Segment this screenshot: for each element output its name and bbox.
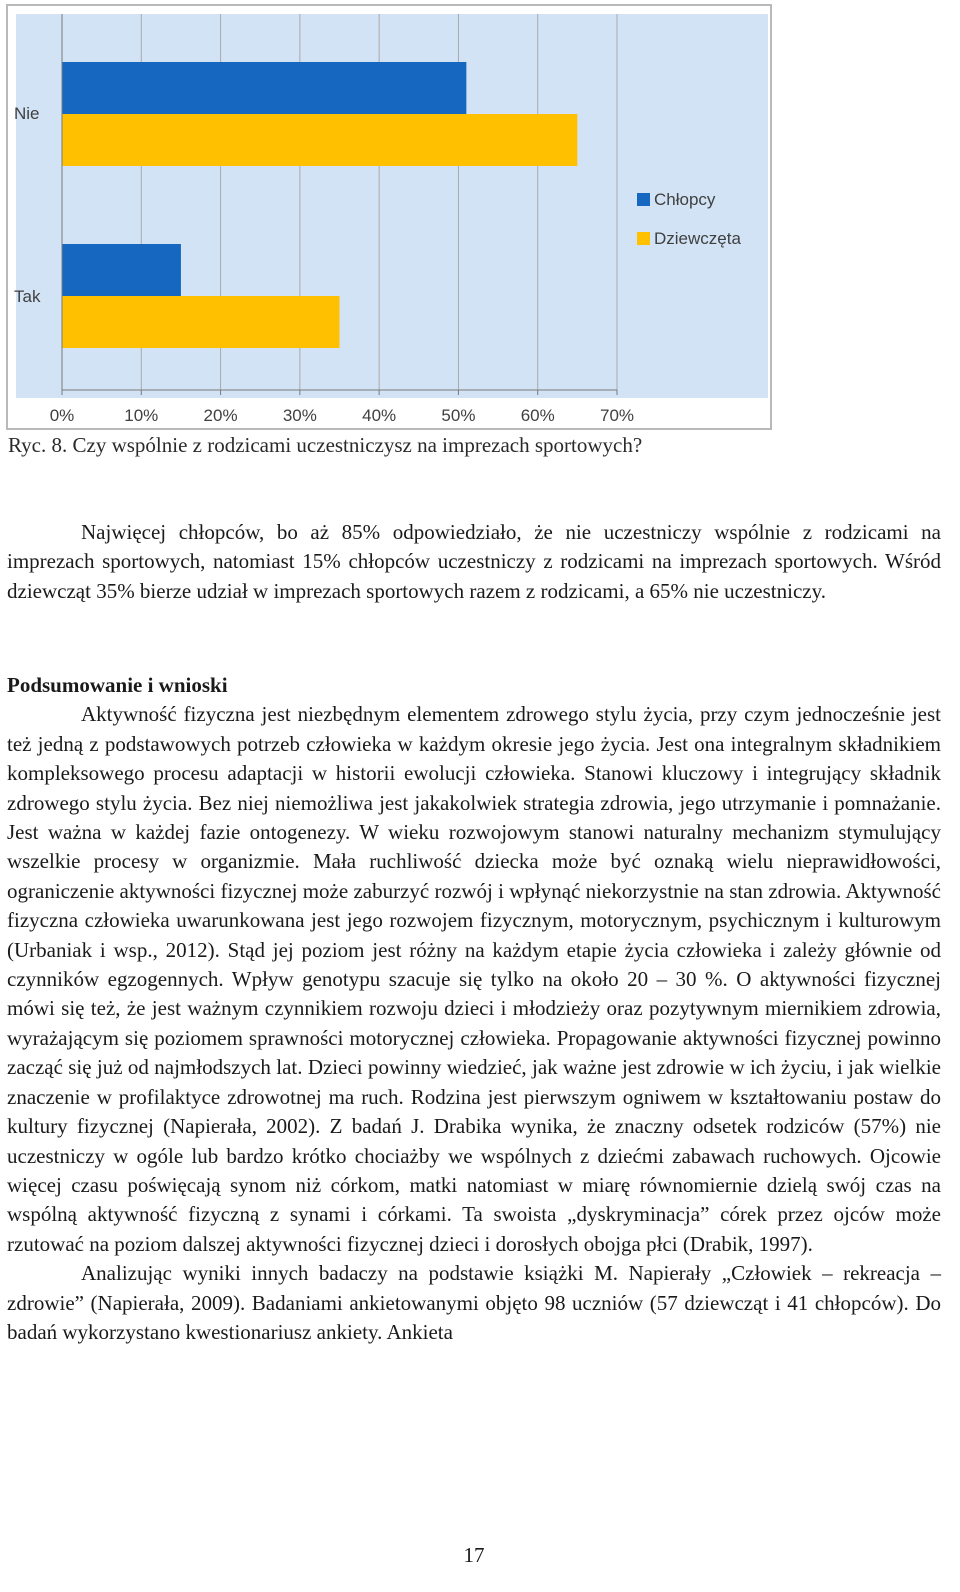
x-tick-label: 70% xyxy=(599,406,635,425)
x-tick-label: 10% xyxy=(124,406,159,425)
category-label: Tak xyxy=(14,287,41,306)
category-label: Nie xyxy=(14,104,40,123)
legend-swatch xyxy=(637,232,650,245)
x-tick-label: 60% xyxy=(520,406,555,425)
bar xyxy=(62,114,577,166)
x-tick-label: 0% xyxy=(49,406,75,425)
bar xyxy=(62,296,340,348)
x-tick-label: 20% xyxy=(203,406,238,425)
legend-swatch xyxy=(637,193,650,206)
legend-label: Dziewczęta xyxy=(654,229,741,248)
bar-chart xyxy=(8,6,770,428)
analysis-paragraph: Analizując wyniki innych badaczy na podstawie książki M. Napierały „Człowiek – rekreacja – zdrowie” (Napierała, 2009). Badaniami ankietowanymi objęto 98 uczniów (57 dziewcząt i 41 chłopców). Do badań wykorzystano kwestionariusz ankiety. Ankieta xyxy=(7,1261,941,1344)
bar xyxy=(62,244,181,296)
summary-section xyxy=(7,671,941,1347)
x-tick-label: 50% xyxy=(441,406,476,425)
chart-frame xyxy=(6,4,772,430)
figure-caption: Ryc. 8. Czy wspólnie z rodzicami uczestniczysz na imprezach sportowych? xyxy=(8,433,643,457)
summary-paragraph: Aktywność fizyczna jest niezbędnym elementem zdrowego stylu życia, przy czym jednocześnie jest też jedną z podstawowych potrzeb człowieka w każdym okresie jego życia. Jest ona integralnym składnikiem kompleksowego procesu adaptacji w historii ewolucji człowieka. Stanowi kluczowy i integrujący składnik zdrowego stylu życia. Bez niej niemożliwa jest jakakolwiek strategia zdrowia, jego utrzymanie i pomnażanie. Jest ważna w każdej fazie ontogenezy. W wieku rozwojowym stanowi naturalny mechanizm stymulujący wszelkie procesy w organizmie. Mała ruchliwość dziecka może być oznaką wielu nieprawidłowości, ograniczenie aktywności fizycznej może zaburzyć rozwój i wpłynąć niekorzystnie na stan zdrowia. Aktywność fizyczna człowieka uwarunkowana jest jego rozwojem fizycznym, motorycznym, psychicznym i kulturowym (Urbaniak i wsp., 2012). Stąd jej poziom jest różny na każdym etapie życia człowieka i zależy głównie od czynników egzogennych. Wpływ genotypu szacuje się tylko na około 20 – 30 %. O aktywności fizycznej mówi się też, że jest ważnym czynnikiem rozwoju dzieci i młodzieży oraz pozytywnym miernikiem zdrowia, wyrażającym się poziomem sprawności motorycznej człowieka. Propagowanie aktywności fizycznej powinno zacząć się już od najmłodszych lat. Dzieci powinny wiedzieć, jak ważne jest zdrowie w ich życiu, i jak wielkie znaczenie w profilaktyce zdrowotnej ma ruch. Rodzina jest pierwszym ogniwem w kształtowaniu postaw do kultury fizycznej (Napierała, 2002). Z badań J. Drabika wynika, że znaczny odsetek rodziców (57%) nie uczestniczy w ogóle lub bardzo krótko chociażby we wspólnych z dziećmi zabawach ruchowych. Ojcowie więcej czasu poświęcają synom niż córkom, matki natomiast w miarę równomiernie dzielą swój czas na wspólną aktywność fizyczną z synami i córkami. Ta swoista „dyskryminacja” córek przez ojców może rzutować na poziom dalszej aktywności fizycznej dzieci i dorosłych obojga płci (Drabik, 1997). xyxy=(7,702,941,1256)
results-paragraph: Najwięcej chłopców, bo aż 85% odpowiedziało, że nie uczestniczy wspólnie z rodzicami na imprezach sportowych, natomiast 15% chłopców uczestniczy z rodzicami na imprezach sportowych. Wśród dziewcząt 35% bierze udział w imprezach sportowych razem z rodzicami, a 65% nie uczestniczy. xyxy=(7,520,941,603)
results-paragraph-block xyxy=(7,518,941,606)
section-heading: Podsumowanie i wnioski xyxy=(7,673,228,697)
x-tick-label: 30% xyxy=(282,406,317,425)
x-tick-label: 40% xyxy=(362,406,397,425)
bar xyxy=(62,62,466,114)
legend-label: Chłopcy xyxy=(654,190,716,209)
page-number: 17 xyxy=(463,1543,485,1567)
